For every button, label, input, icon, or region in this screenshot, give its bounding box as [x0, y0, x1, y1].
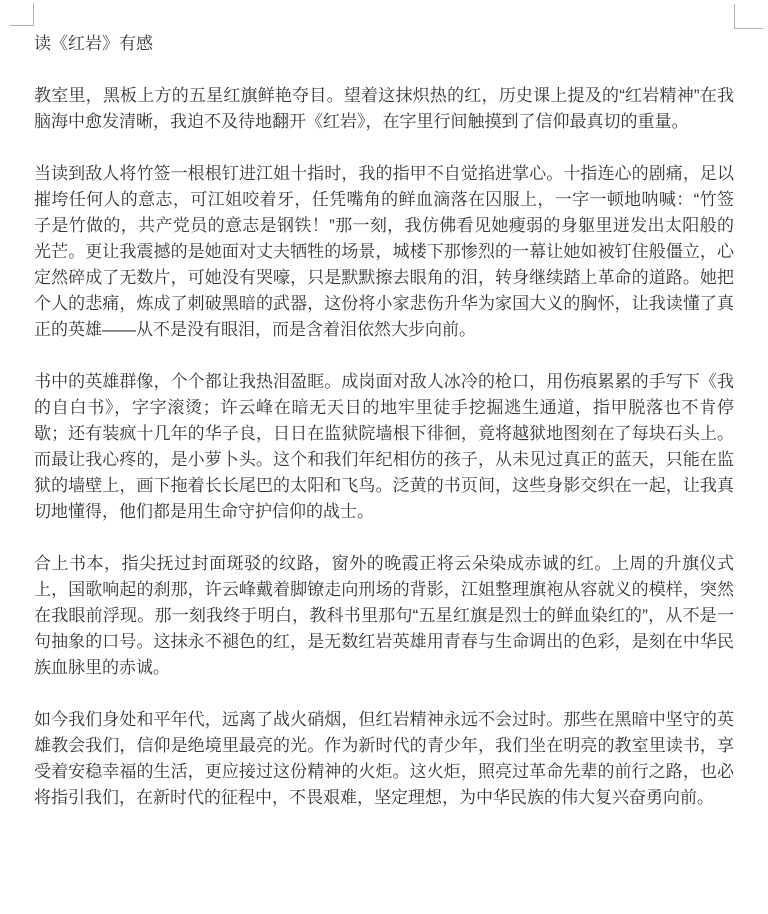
document-content — [34, 31, 734, 811]
margin-mark-top-right-icon — [734, 4, 763, 29]
margin-mark-top-left-icon — [10, 3, 34, 26]
essay-paragraph-jiangjie: 当读到敌人将竹签一根根钉进江姐十指时，我的指甲不自觉掐进掌心。十指连心的剧痛，足以摧垮任何人的意志，可江姐咬着牙，任凭嘴角的鲜血滴落在囚服上，一字一顿地呐喊：“竹签子是竹做的，共产党员的意志是钢铁！”那一刻，我仿佛看见她瘦弱的身躯里迸发出太阳般的光芒。更让我震撼的是她面对丈夫牺牲的场景，城楼下那惨烈的一幕让她如被钉住般僵立，心定然碎成了无数片，可她没有哭嚎，只是默默擦去眼角的泪，转身继续踏上革命的道路。她把个人的悲痛，炼成了刺破黑暗的武器，这份将小家悲伤升华为家国大义的胸怀，让我读懂了真正的英雄——从不是没有眼泪，而是含着泪依然大步向前。 — [34, 164, 734, 339]
essay-title: 读《红岩》有感 — [34, 34, 153, 53]
essay-paragraph-intro: 教室里，黑板上方的五星红旗鲜艳夺目。望着这抹炽热的红，历史课上提及的“红岩精神”在我脑海中愈发清晰，我迫不及待地翻开《红岩》，在字里行间触摸到了信仰最真切的重量。 — [34, 86, 734, 131]
essay-paragraph-flag: 合上书本，指尖抚过封面斑驳的纹路，窗外的晚霞正将云朵染成赤诚的红。上周的升旗仪式上，国歌响起的刹那，许云峰戴着脚镣走向刑场的背影，江姐整理旗袍从容就义的模样，突然在我眼前浮现。那一刻我终于明白，教科书里那句“五星红旗是烈士的鲜血染红的”，从不是一句抽象的口号。这抹永不褪色的红，是无数红岩英雄用青春与生命调出的色彩，是刻在中华民族血脉里的赤诚。 — [34, 554, 734, 677]
essay-paragraph-conclusion: 如今我们身处和平年代，远离了战火硝烟，但红岩精神永远不会过时。那些在黑暗中坚守的英雄教会我们，信仰是绝境里最亮的光。作为新时代的青少年，我们坐在明亮的教室里读书，享受着安稳幸福的生活，更应接过这份精神的火炬。这火炬，照亮过革命先辈的前行之路，也必将指引我们，在新时代的征程中，不畏艰难，坚定理想，为中华民族的伟大复兴奋勇向前。 — [34, 710, 734, 807]
essay-paragraph-heroes: 书中的英雄群像，个个都让我热泪盈眶。成岗面对敌人冰冷的枪口，用伤痕累累的手写下《我的自白书》，字字滚烫；许云峰在暗无天日的地牢里徒手挖掘逃生通道，指甲脱落也不肯停歇；还有装疯十几年的华子良，日日在监狱院墙根下徘徊，竟将越狱地图刻在了每块石头上。而最让我心疼的，是小萝卜头。这个和我们年纪相仿的孩子，从未见过真正的蓝天，只能在监狱的墙壁上，画下拖着长长尾巴的太阳和飞鸟。泛黄的书页间，这些身影交织在一起，让我真切地懂得，他们都是用生命守护信仰的战士。 — [34, 372, 734, 521]
